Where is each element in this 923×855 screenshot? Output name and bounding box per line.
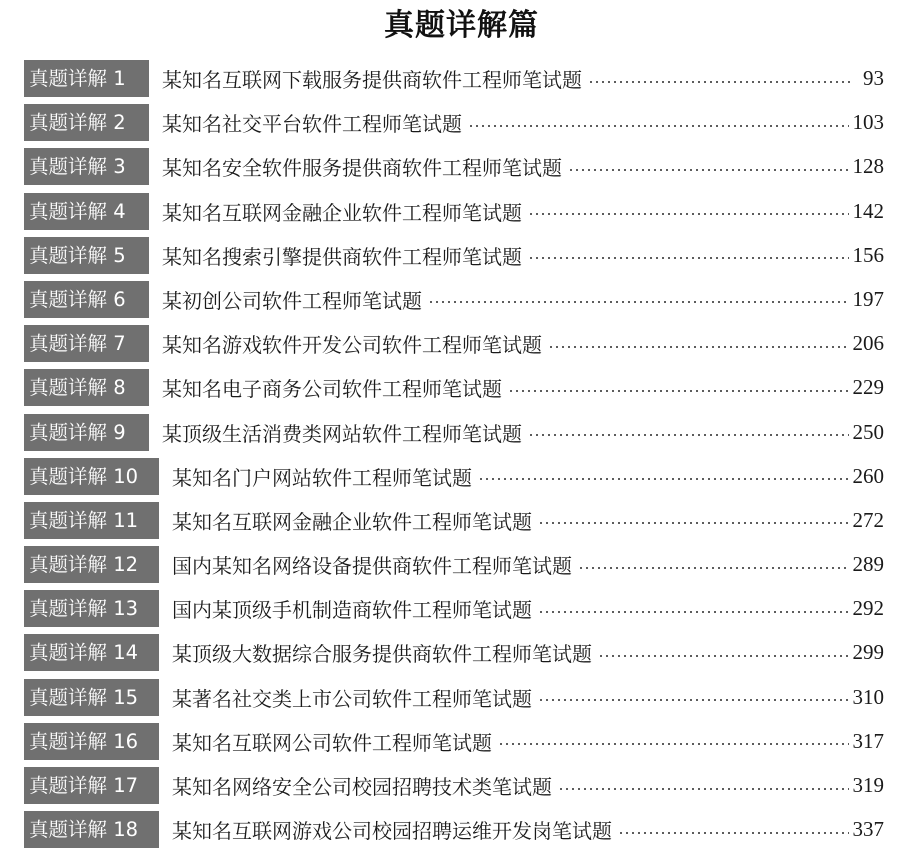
toc-entry[interactable] (24, 104, 884, 141)
toc-entry-page-number: 299 (852, 640, 884, 665)
toc-entry-page-number: 156 (852, 242, 884, 267)
toc-entry[interactable] (24, 60, 884, 97)
toc-entry-badge: 真题详解 9 (24, 414, 149, 451)
toc-entry-title: 某知名门户网站软件工程师笔试题 (172, 465, 472, 490)
toc-entry-badge: 真题详解 18 (24, 811, 159, 848)
toc-entry-title: 某知名网络安全公司校园招聘技术类笔试题 (172, 775, 552, 799)
dot-leader (538, 699, 849, 701)
toc-entry[interactable] (24, 458, 884, 495)
page-title: 真题详解篇 (384, 8, 539, 43)
toc-entry-badge: 真题详解 7 (24, 325, 149, 362)
toc-entry-badge: 真题详解 5 (24, 237, 149, 274)
toc-entry-badge: 真题详解 8 (24, 369, 149, 406)
toc-entry-page-number: 128 (852, 154, 884, 179)
toc-entry-badge: 真题详解 11 (24, 502, 159, 539)
toc-entry-badge: 真题详解 2 (24, 104, 149, 141)
toc-entry[interactable] (24, 502, 884, 539)
toc-entry[interactable] (24, 414, 884, 451)
toc-entry[interactable] (24, 723, 884, 760)
toc-entry-title: 某知名互联网游戏公司校园招聘运维开发岗笔试题 (172, 819, 612, 844)
toc-entry-title: 某知名互联网金融企业软件工程师笔试题 (162, 200, 522, 225)
toc-entry-title: 某初创公司软件工程师笔试题 (162, 288, 422, 313)
dot-leader (528, 257, 849, 259)
dot-leader (548, 346, 849, 348)
toc-entry[interactable] (24, 281, 884, 318)
toc-entry-badge: 真题详解 16 (24, 723, 159, 760)
toc-entry-page-number: 292 (852, 596, 884, 621)
dot-leader (508, 390, 849, 392)
toc-entry-title: 某顶级大数据综合服务提供商软件工程师笔试题 (172, 642, 592, 667)
toc-entry-title: 某知名社交平台软件工程师笔试题 (162, 112, 462, 137)
toc-entry-title: 某知名互联网金融企业软件工程师笔试题 (172, 509, 532, 534)
toc-entry[interactable] (24, 767, 884, 804)
toc-entry-title: 某顶级生活消费类网站软件工程师笔试题 (162, 421, 522, 446)
toc-entry-badge: 真题详解 1 (24, 60, 149, 97)
toc-entry-page-number: 317 (852, 728, 884, 753)
toc-entry-page-number: 310 (852, 684, 884, 709)
toc-entry-title: 某知名安全软件服务提供商软件工程师笔试题 (162, 156, 562, 181)
dot-leader (468, 125, 849, 127)
toc-entry-page-number: 197 (852, 286, 884, 311)
toc-entry-title: 某知名游戏软件开发公司软件工程师笔试题 (162, 333, 542, 358)
toc-entry[interactable] (24, 237, 884, 274)
toc-entry-page-number: 272 (852, 507, 884, 532)
toc-entry-page-number: 142 (852, 198, 884, 223)
toc-entry-page-number: 206 (852, 331, 884, 356)
toc-entry-page-number: 260 (852, 463, 884, 488)
toc-entry[interactable] (24, 590, 884, 627)
toc-entry-title: 国内某知名网络设备提供商软件工程师笔试题 (172, 554, 572, 579)
dot-leader (538, 522, 849, 524)
toc-entry[interactable] (24, 193, 884, 230)
toc-entry[interactable] (24, 148, 884, 185)
dot-leader (478, 478, 849, 480)
toc-entry[interactable] (24, 546, 884, 583)
toc-entry-badge: 真题详解 12 (24, 546, 159, 583)
toc-entry-title: 某知名电子商务公司软件工程师笔试题 (162, 377, 502, 402)
dot-leader (428, 301, 849, 303)
toc-entry-badge: 真题详解 10 (24, 458, 159, 495)
toc-entry-page-number: 319 (852, 773, 884, 797)
dot-leader (538, 611, 849, 613)
toc-entry-page-number: 289 (852, 552, 884, 577)
toc-entry-title: 国内某顶级手机制造商软件工程师笔试题 (172, 598, 532, 623)
toc-entry-title: 某知名互联网公司软件工程师笔试题 (172, 730, 492, 755)
toc-entry-badge: 真题详解 13 (24, 590, 159, 627)
toc-entry[interactable] (24, 679, 884, 716)
toc-entry-title: 某著名社交类上市公司软件工程师笔试题 (172, 686, 532, 711)
toc-entry-badge: 真题详解 17 (24, 767, 159, 804)
toc-entry[interactable] (24, 634, 884, 671)
toc-entry-page-number: 337 (852, 817, 884, 842)
toc-entry-page-number: 93 (863, 66, 884, 90)
dot-leader (558, 788, 849, 790)
toc-entry-badge: 真题详解 6 (24, 281, 149, 318)
dot-leader (588, 81, 854, 83)
toc-entry-badge: 真题详解 14 (24, 634, 159, 671)
dot-leader (528, 434, 849, 436)
toc-entry-page-number: 103 (852, 110, 884, 135)
toc-entry-page-number: 229 (852, 375, 884, 400)
toc-entry-badge: 真题详解 4 (24, 193, 149, 230)
toc-entry-badge: 真题详解 3 (24, 148, 149, 185)
dot-leader (578, 567, 849, 569)
dot-leader (528, 213, 849, 215)
dot-leader (598, 655, 849, 657)
toc-entry[interactable] (24, 811, 884, 848)
toc-entry-badge: 真题详解 15 (24, 679, 159, 716)
dot-leader (498, 743, 849, 745)
toc-entry[interactable] (24, 325, 884, 362)
dot-leader (568, 169, 849, 171)
dot-leader (618, 832, 849, 834)
table-of-contents (24, 60, 884, 855)
toc-entry[interactable] (24, 369, 884, 406)
toc-entry-page-number: 250 (852, 419, 884, 444)
toc-entry-title: 某知名互联网下载服务提供商软件工程师笔试题 (162, 68, 582, 92)
toc-entry-title: 某知名搜索引擎提供商软件工程师笔试题 (162, 244, 522, 269)
